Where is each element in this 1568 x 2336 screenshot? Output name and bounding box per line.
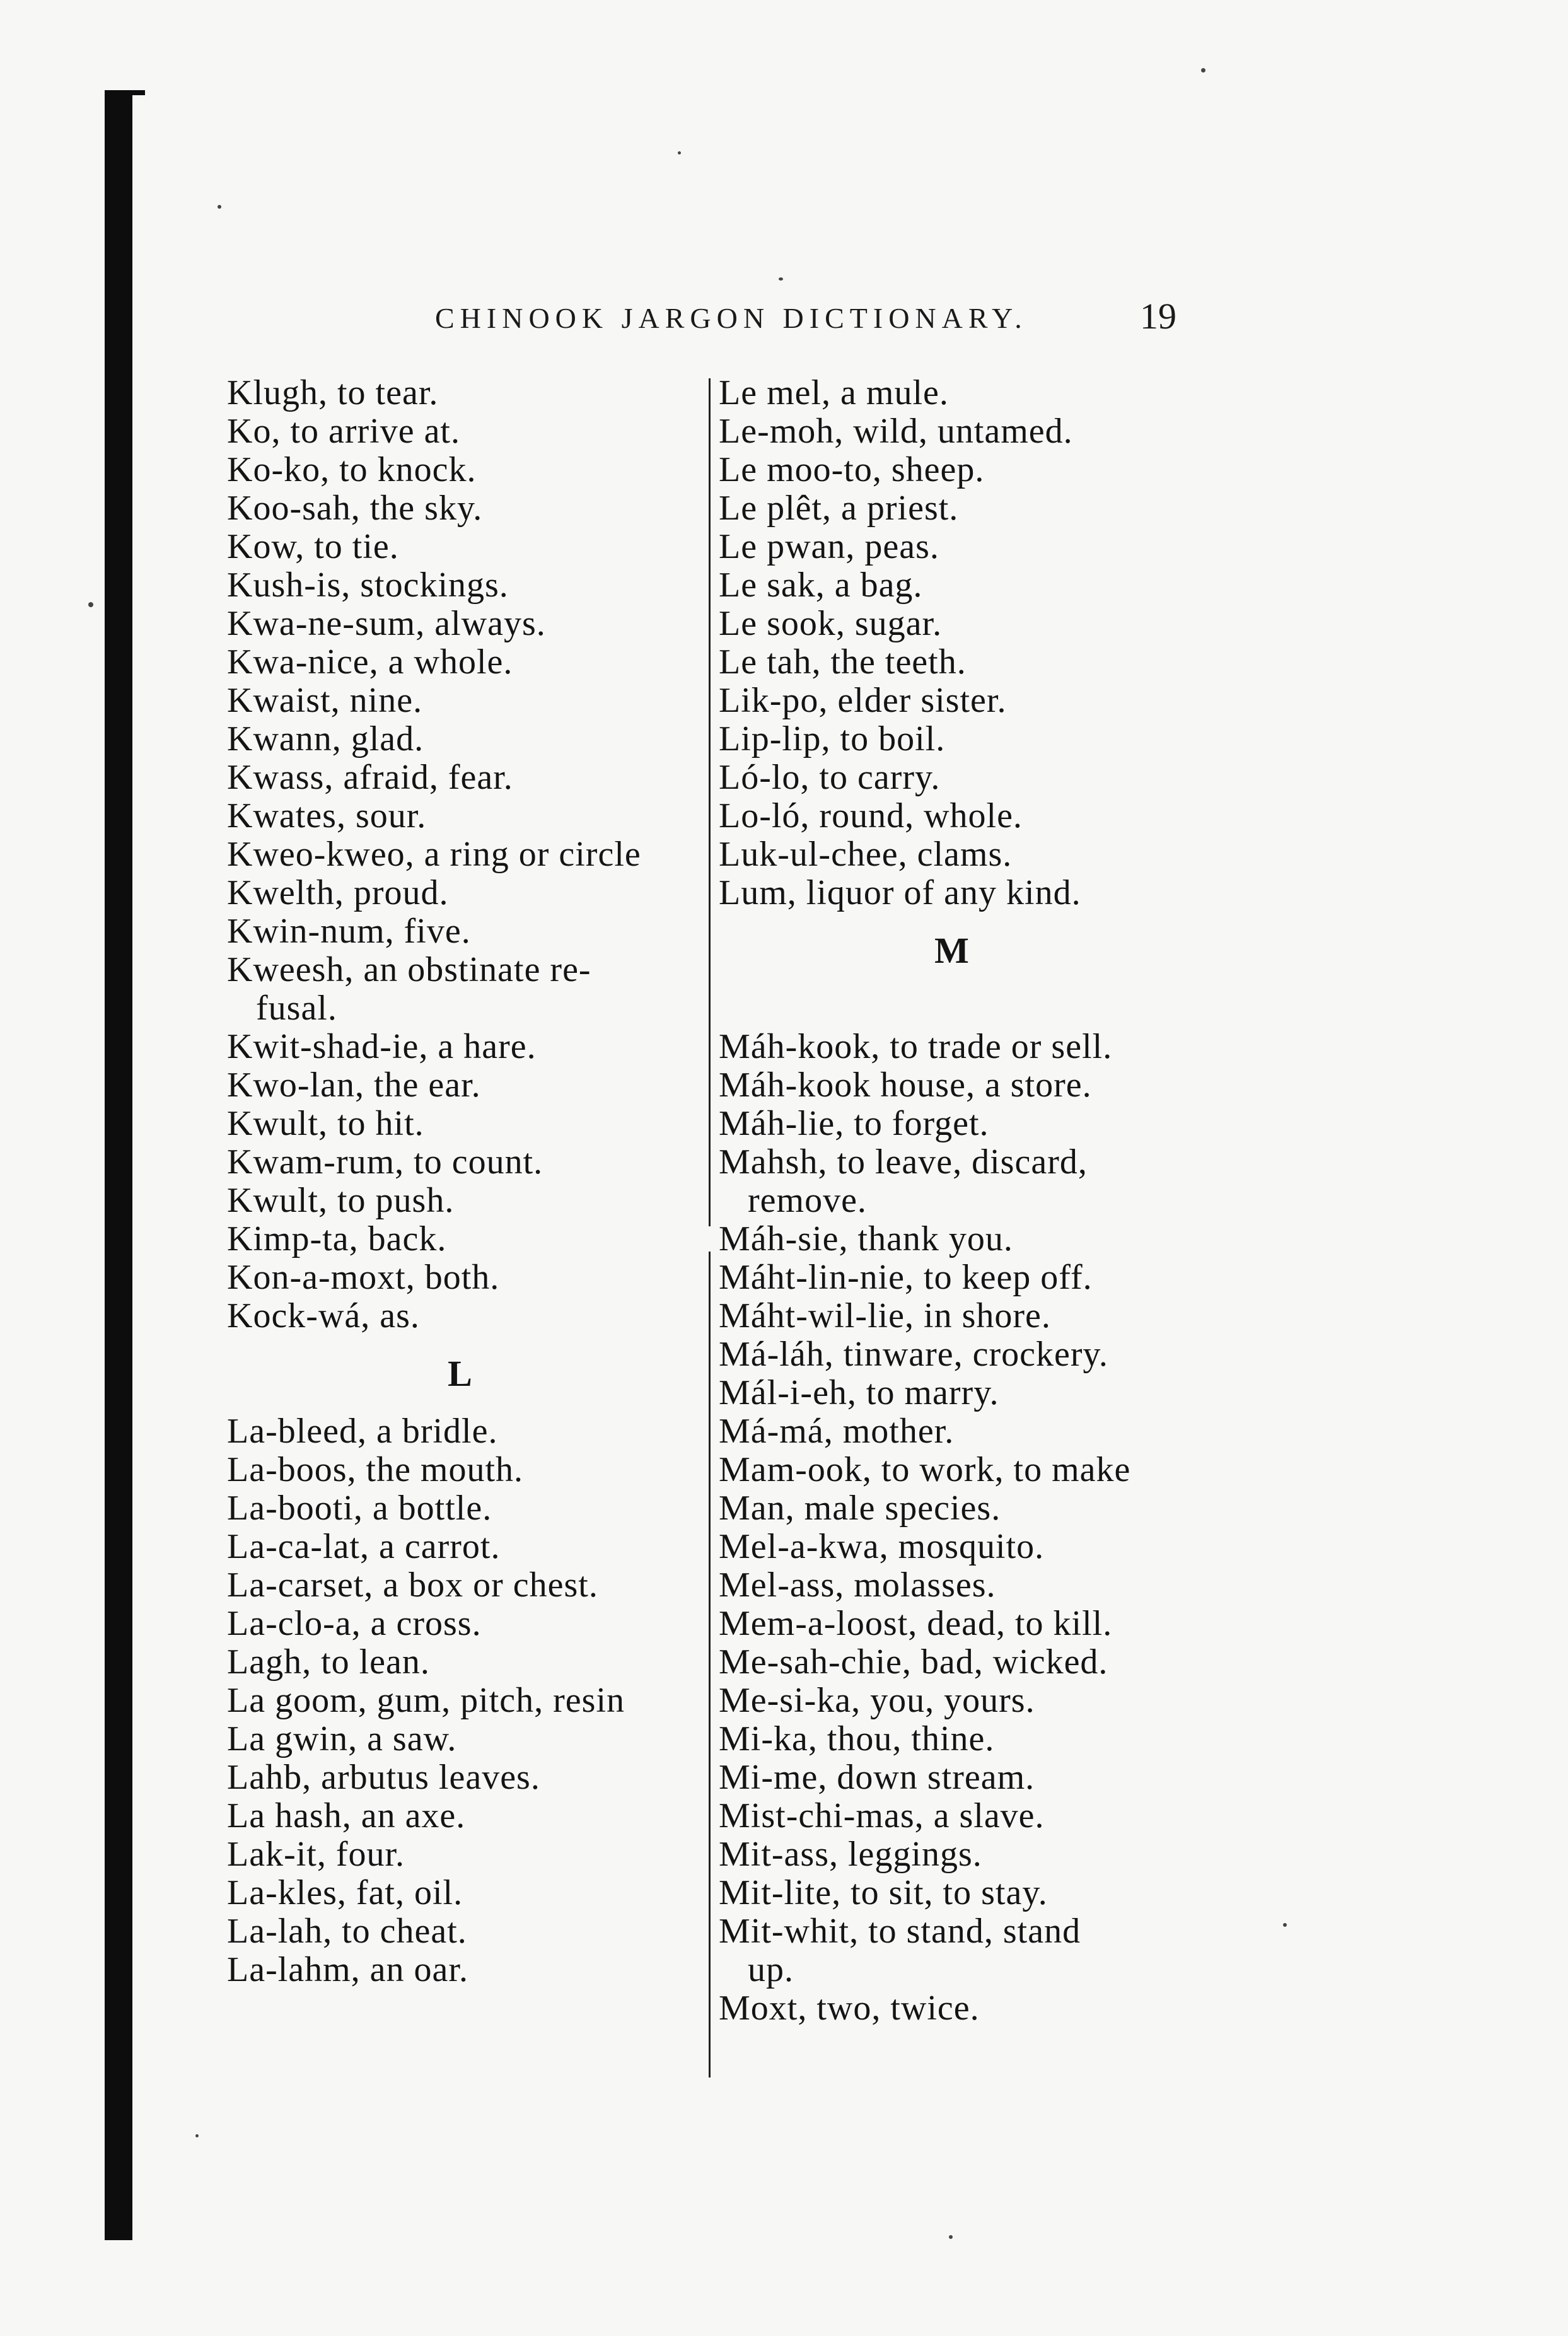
dictionary-entry: Mál-i-eh, to marry.	[719, 1373, 999, 1412]
book-spine-cap	[105, 90, 145, 95]
dictionary-entry: Kwam-rum, to count.	[227, 1142, 543, 1182]
dictionary-entry: Ko-ko, to knock.	[227, 450, 477, 489]
dictionary-entry: Máh-sie, thank you.	[719, 1219, 1013, 1258]
dictionary-entry: Ló-lo, to carry.	[719, 758, 941, 797]
running-title: CHINOOK JARGON DICTIONARY.	[435, 302, 1028, 334]
dictionary-entry: Kwult, to push.	[227, 1181, 455, 1220]
dictionary-entry: Kwin-num, five.	[227, 912, 471, 951]
section-letter-heading: L	[448, 1353, 473, 1394]
dictionary-entry: Kwaist, nine.	[227, 681, 423, 720]
dictionary-entry: Le plêt, a priest.	[719, 489, 959, 528]
dictionary-entry: Kweo-kweo, a ring or circle	[227, 835, 641, 874]
dictionary-entry: Mem-a-loost, dead, to kill.	[719, 1604, 1113, 1643]
dictionary-entry: La-ca-lat, a carrot.	[227, 1527, 501, 1566]
dictionary-entry: Lo-ló, round, whole.	[719, 796, 1023, 835]
dictionary-entry: Kon-a-moxt, both.	[227, 1258, 500, 1297]
right-column	[719, 374, 1274, 2028]
dictionary-entry: Le tah, the teeth.	[719, 642, 967, 682]
column-rule-upper	[709, 378, 711, 1226]
dictionary-entry: Má-má, mother.	[719, 1412, 955, 1451]
dictionary-entry: Máh-kook, to trade or sell.	[719, 1027, 1113, 1066]
dictionary-entry: up.	[748, 1950, 794, 1989]
dictionary-entry: Máh-kook house, a store.	[719, 1066, 1092, 1105]
dictionary-entry: La-clo-a, a cross.	[227, 1604, 482, 1643]
dictionary-entry: La goom, gum, pitch, resin	[227, 1681, 625, 1720]
scan-speck	[195, 2134, 199, 2137]
dictionary-entry: Lak-it, four.	[227, 1835, 405, 1874]
dictionary-entry: Mahsh, to leave, discard,	[719, 1142, 1088, 1182]
dictionary-entry: Kock-wá, as.	[227, 1296, 420, 1335]
dictionary-entry: Le pwan, peas.	[719, 527, 939, 566]
dictionary-entry: Koo-sah, the sky.	[227, 489, 483, 528]
dictionary-entry: Kwass, afraid, fear.	[227, 758, 513, 797]
dictionary-entry: Ko, to arrive at.	[227, 412, 460, 451]
dictionary-entry: Me-si-ka, you, yours.	[719, 1681, 1035, 1720]
dictionary-entry: Kwelth, proud.	[227, 873, 449, 912]
dictionary-entry: Mist-chi-mas, a slave.	[719, 1796, 1045, 1835]
dictionary-entry: La-bleed, a bridle.	[227, 1412, 498, 1451]
dictionary-entry: La gwin, a saw.	[227, 1719, 457, 1758]
dictionary-entry: Mi-me, down stream.	[719, 1758, 1035, 1797]
dictionary-entry: Kwates, sour.	[227, 796, 427, 835]
scan-speck	[949, 2235, 953, 2239]
dictionary-entry: Kwann, glad.	[227, 719, 424, 758]
dictionary-entry: Kwa-ne-sum, always.	[227, 604, 546, 643]
dictionary-entry: Lum, liquor of any kind.	[719, 873, 1081, 912]
left-column	[227, 374, 782, 1989]
dictionary-entry: Mit-ass, leggings.	[719, 1835, 982, 1874]
dictionary-entry: La-kles, fat, oil.	[227, 1873, 463, 1912]
dictionary-entry: La-booti, a bottle.	[227, 1489, 492, 1528]
dictionary-entry: La hash, an axe.	[227, 1796, 466, 1835]
dictionary-entry: Me-sah-chie, bad, wicked.	[719, 1642, 1108, 1682]
dictionary-entry: Mit-whit, to stand, stand	[719, 1912, 1081, 1951]
dictionary-entry: Má-láh, tinware, crockery.	[719, 1335, 1108, 1374]
scan-speck	[218, 205, 221, 209]
dictionary-entry: Mam-ook, to work, to make	[719, 1450, 1131, 1489]
dictionary-entry: Máht-wil-lie, in shore.	[719, 1296, 1051, 1335]
dictionary-entry: Máh-lie, to forget.	[719, 1104, 989, 1143]
page-number: 19	[1140, 296, 1176, 337]
dictionary-entry: Le mel, a mule.	[719, 373, 949, 412]
dictionary-entry: Kwult, to hit.	[227, 1104, 424, 1143]
section-letter-heading: M	[934, 930, 970, 971]
spacer	[719, 989, 1274, 1028]
dictionary-entry: Mel-ass, molasses.	[719, 1566, 996, 1605]
scan-speck	[88, 602, 93, 607]
dictionary-entry: La-carset, a box or chest.	[227, 1566, 598, 1605]
scan-speck	[1283, 1923, 1287, 1927]
dictionary-entry: Le-moh, wild, untamed.	[719, 412, 1073, 451]
dictionary-entry: Kweesh, an obstinate re-	[227, 950, 591, 989]
dictionary-entry: Kwa-nice, a whole.	[227, 642, 513, 682]
dictionary-entry: Luk-ul-chee, clams.	[719, 835, 1013, 874]
dictionary-entry: Mel-a-kwa, mosquito.	[719, 1527, 1045, 1566]
dictionary-entry: Le sak, a bag.	[719, 566, 923, 605]
dictionary-entry: Mi-ka, thou, thine.	[719, 1719, 995, 1758]
dictionary-entry: La-boos, the mouth.	[227, 1450, 524, 1489]
dictionary-entry: Le moo-to, sheep.	[719, 450, 985, 489]
dictionary-entry: Máht-lin-nie, to keep off.	[719, 1258, 1093, 1297]
dictionary-entry: Lik-po, elder sister.	[719, 681, 1007, 720]
dictionary-entry: Kwo-lan, the ear.	[227, 1066, 481, 1105]
book-spine-shadow	[105, 90, 132, 2240]
scan-speck	[1201, 68, 1205, 73]
dictionary-entry: Le sook, sugar.	[719, 604, 943, 643]
dictionary-entry: Mit-lite, to sit, to stay.	[719, 1873, 1048, 1912]
dictionary-entry: Lagh, to lean.	[227, 1642, 430, 1682]
dictionary-entry: Kimp-ta, back.	[227, 1219, 447, 1258]
dictionary-entry: remove.	[748, 1181, 867, 1220]
dictionary-entry: Moxt, two, twice.	[719, 1989, 980, 2028]
dictionary-entry: Lip-lip, to boil.	[719, 719, 946, 758]
scan-speck	[678, 151, 681, 154]
dictionary-entry: La-lahm, an oar.	[227, 1950, 468, 1989]
dictionary-entry: Lahb, arbutus leaves.	[227, 1758, 540, 1797]
dictionary-entry: Man, male species.	[719, 1489, 1001, 1528]
dictionary-entry: Klugh, to tear.	[227, 373, 439, 412]
dictionary-entry: Kwit-shad-ie, a hare.	[227, 1027, 537, 1066]
dictionary-entry: fusal.	[256, 989, 337, 1028]
dictionary-entry: Kush-is, stockings.	[227, 566, 509, 605]
dictionary-entry: La-lah, to cheat.	[227, 1912, 467, 1951]
scan-speck	[779, 277, 783, 281]
dictionary-entry: Kow, to tie.	[227, 527, 399, 566]
column-rule-lower	[709, 1252, 711, 2077]
